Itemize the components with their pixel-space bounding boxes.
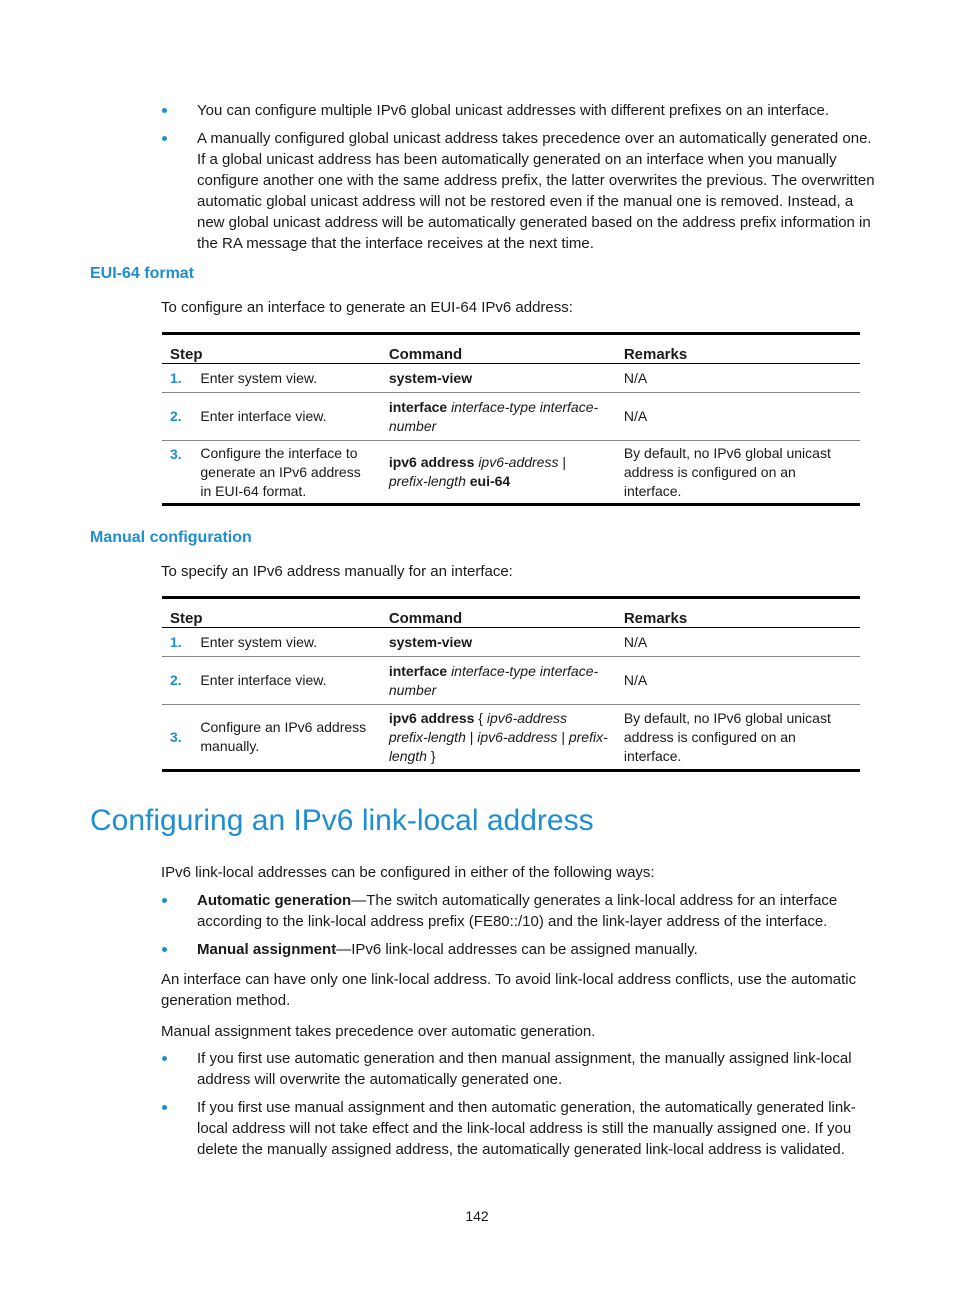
command-argument: prefix-length: [388, 473, 466, 489]
manual-heading: Manual configuration: [90, 529, 252, 546]
way-text: —IPv6 link-local addresses can be assigned manually.: [336, 941, 698, 958]
step-remarks: N/A: [616, 364, 860, 393]
paragraph: Manual assignment takes precedence over automatic generation.: [161, 1023, 596, 1040]
header-step: Step: [162, 334, 381, 364]
step-number: 2.: [162, 657, 192, 705]
step-description: Enter interface view.: [192, 393, 380, 441]
command-argument: interface-type: [451, 662, 536, 679]
eui64-table: [162, 332, 860, 506]
manual-table: [162, 596, 860, 772]
bullet-icon: [162, 108, 167, 113]
bullet-icon: [162, 1105, 167, 1110]
step-description: Enter interface view.: [192, 657, 380, 705]
command-keyword: eui-64: [469, 473, 511, 489]
header-command: Command: [381, 334, 616, 364]
table-row: [162, 364, 860, 393]
command-text: }: [426, 747, 436, 764]
section-title: Configuring an IPv6 link-local address: [90, 804, 594, 837]
command-argument: prefix-length: [388, 728, 608, 764]
way-term: Manual assignment: [197, 941, 337, 958]
list-item: [160, 939, 875, 960]
ways-list: [160, 890, 875, 967]
list-item: You can configure multiple IPv6 global unicast addresses with different prefixes on an interface.: [160, 100, 875, 121]
command-text: |: [465, 728, 478, 745]
step-command: [381, 364, 616, 393]
bullet-icon: [162, 136, 167, 141]
top-bullet-list: [160, 100, 875, 261]
bullet-icon: [162, 898, 167, 903]
step-number: 3.: [162, 705, 192, 771]
list-item: A manually configured global unicast address takes precedence over an automatically generated one. If a global unicast address has been automatically generated on an interface when you manually configure another one with the same address prefix, the latter overwrites the previous. The overwritten automatic global unicast address will not be restored even if the manual one is removed. Instead, a new global unicast address will be automatically generated based on the address prefix information in the RA message that the interface receives at the next time.: [160, 128, 875, 254]
way-term: Automatic generation: [197, 892, 352, 909]
command-keyword: ipv6 address: [388, 454, 475, 470]
command-keyword: interface: [388, 398, 448, 415]
command-text: |: [558, 454, 566, 470]
step-number: 2.: [162, 393, 192, 441]
step-number: 1.: [162, 628, 192, 657]
header-step: Step: [162, 598, 381, 628]
step-remarks: N/A: [616, 628, 860, 657]
step-command: [381, 705, 616, 771]
step-remarks: By default, no IPv6 global unicast address is configured on an interface.: [616, 705, 860, 771]
command-text: |: [557, 728, 569, 745]
command-argument: ipv6-address: [486, 709, 568, 726]
table-row: [162, 441, 860, 505]
step-command: [381, 657, 616, 705]
command-keyword: system-view: [388, 633, 473, 650]
eui64-heading: EUI-64 format: [90, 265, 195, 282]
command-text: {: [474, 709, 487, 726]
list-item: [160, 890, 875, 932]
paragraph: An interface can have only one link-local address. To avoid link-local address conflicts, use the automatic generation method.: [161, 971, 857, 1009]
command-argument: ipv6-address: [478, 454, 559, 470]
command-argument: interface-number: [388, 662, 599, 698]
step-number: 3.: [162, 441, 192, 505]
step-remarks: By default, no IPv6 global unicast address is configured on an interface.: [616, 441, 860, 505]
command-argument: interface-number: [388, 398, 599, 434]
command-keyword: system-view: [388, 369, 473, 386]
table-row: [162, 705, 860, 771]
way-text: —The switch automatically generates a link-local address for an interface according to the link-local address prefix (FE80::/10) and the link-layer address of the interface.: [197, 892, 838, 930]
step-description: Configure the interface to generate an IPv6 address in EUI-64 format.: [192, 441, 380, 505]
step-command: [381, 393, 616, 441]
bullet-icon: [162, 947, 167, 952]
table-header-row: [162, 598, 860, 628]
command-argument: prefix-length: [388, 728, 466, 745]
step-description: Configure an IPv6 address manually.: [192, 705, 380, 771]
step-number: 1.: [162, 364, 192, 393]
table-row: [162, 657, 860, 705]
list-item: If you first use automatic generation and then manual assignment, the manually assigned link-local address will overwrite the automatically generated one.: [160, 1048, 875, 1090]
table-row: [162, 628, 860, 657]
command-argument: ipv6-address: [477, 728, 558, 745]
table-row: [162, 393, 860, 441]
list-item: If you first use manual assignment and then automatic generation, the automatically generated link-local address will not take effect and the link-local address is still the manually assigned one. If you delete the manually assigned address, the automatically generated link-local address is validated.: [160, 1097, 875, 1160]
step-description: Enter system view.: [192, 628, 380, 657]
step-remarks: N/A: [616, 657, 860, 705]
step-command: [381, 628, 616, 657]
bullet-icon: [162, 1056, 167, 1061]
step-description: Enter system view.: [192, 364, 380, 393]
command-keyword: ipv6 address: [388, 709, 475, 726]
table-header-row: [162, 334, 860, 364]
header-remarks: Remarks: [616, 598, 860, 628]
command-argument: interface-type: [451, 398, 536, 415]
header-remarks: Remarks: [616, 334, 860, 364]
page-number: 142: [465, 1208, 489, 1224]
precedence-list: [160, 1048, 875, 1167]
manual-intro: To specify an IPv6 address manually for an interface:: [161, 563, 513, 580]
step-command: [381, 441, 616, 505]
command-keyword: interface: [388, 662, 448, 679]
eui64-intro: To configure an interface to generate an EUI-64 IPv6 address:: [161, 299, 573, 316]
header-command: Command: [381, 598, 616, 628]
linklocal-intro: IPv6 link-local addresses can be configured in either of the following ways:: [161, 864, 655, 881]
step-remarks: N/A: [616, 393, 860, 441]
